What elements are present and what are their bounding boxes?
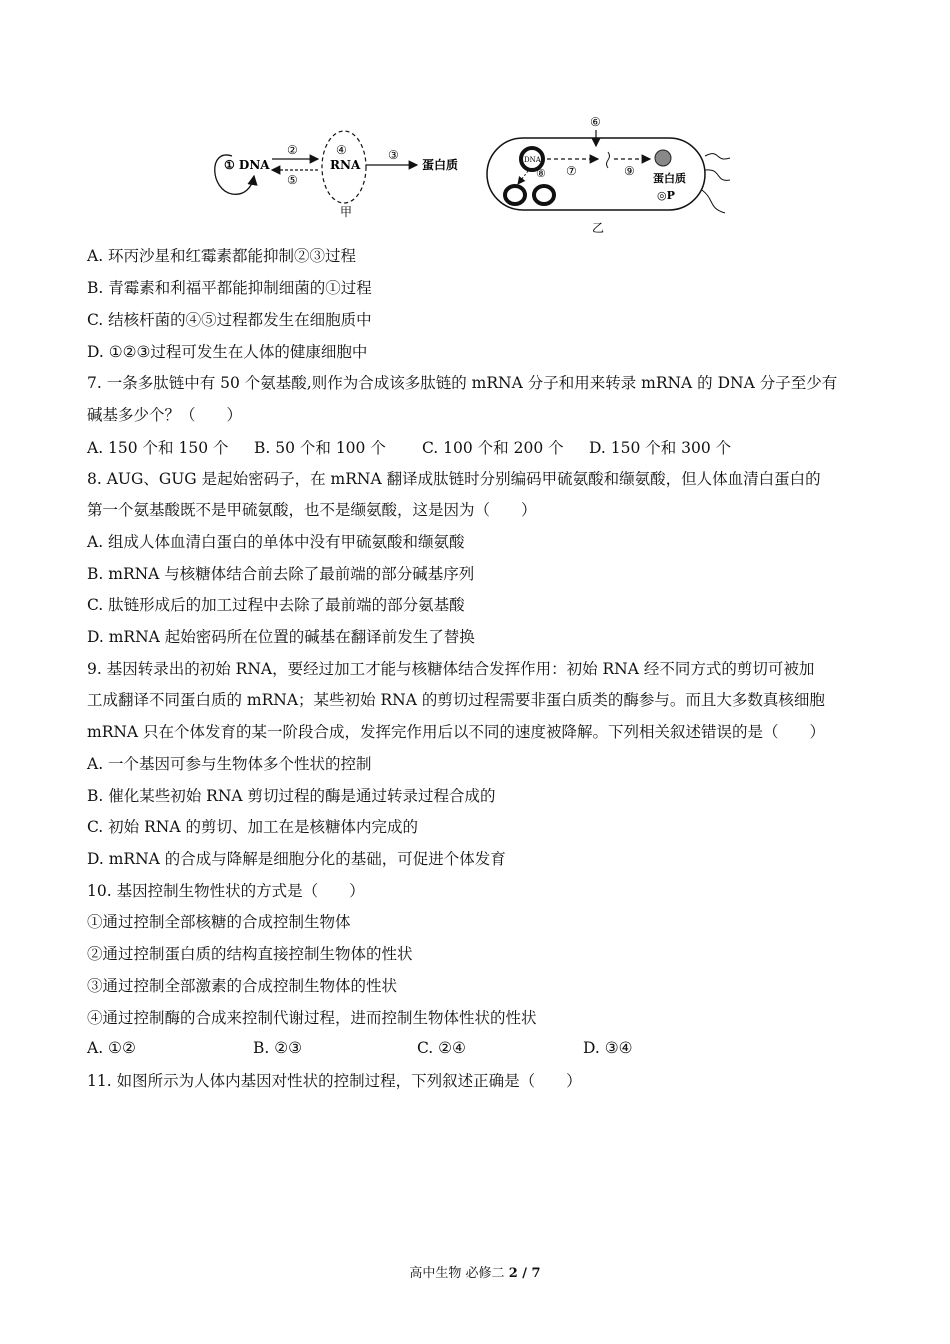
protein-blob (655, 150, 671, 166)
diagram-jia (215, 131, 458, 219)
q7-option-d: D. 150 个和 300 个 (589, 439, 732, 457)
q7-stem-line1: 7. 一条多肽链中有 50 个氨基酸,则作为合成该多肽链的 mRNA 分子和用来转录 mRNA 的 DNA 分子至少有 (87, 374, 838, 392)
plasmid-right (534, 186, 554, 204)
yi-step-7: ⑦ (566, 164, 577, 178)
q8-stem-line2: 第一个氨基酸既不是甲硫氨酸，也不是缬氨酸，这是因为（ ） (87, 501, 537, 519)
jia-rna-label: RNA (330, 158, 361, 172)
footer-page-number: 2 / 7 (508, 1266, 541, 1281)
q6-option-b: B. 青霉素和利福平都能抑制细菌的①过程 (87, 279, 372, 297)
q10-option-d: D. ③④ (583, 1039, 633, 1057)
plasmid-arrow-left (518, 171, 528, 184)
jia-step-5: ⑤ (287, 173, 298, 187)
q9-option-a: A. 一个基因可参与生物体多个性状的控制 (87, 755, 372, 773)
yi-dna-label: DNA (524, 156, 541, 164)
q7-option-c: C. 100 个和 200 个 (422, 439, 564, 457)
q9-option-d: D. mRNA 的合成与降解是细胞分化的基础，可促进个体发育 (87, 850, 506, 868)
q9-stem-line1: 9. 基因转录出的初始 RNA，要经过加工才能与核糖体结合发挥作用：初始 RNA 经不同方式的剪切可被加 (87, 660, 815, 678)
q10-option-c: C. ②④ (417, 1039, 466, 1057)
flagella (702, 154, 730, 213)
central-dogma-figure (210, 108, 730, 238)
q8-option-a: A. 组成人体血清白蛋白的单体中没有甲硫氨酸和缬氨酸 (87, 533, 465, 551)
page-footer (0, 1262, 950, 1281)
q9-stem-line2: 工成翻译不同蛋白质的 mRNA；某些初始 RNA 的剪切过程需要非蛋白质类的酶参与。而且大多数真核细胞 (87, 691, 825, 709)
plasmid-left (505, 186, 525, 204)
q9-option-b: B. 催化某些初始 RNA 剪切过程的酶是通过转录过程合成的 (87, 787, 496, 805)
q8-option-b: B. mRNA 与核糖体结合前去除了最前端的部分碱基序列 (87, 565, 475, 583)
jia-step-3: ③ (388, 148, 399, 162)
footer-course: 高中生物 必修二 (409, 1266, 509, 1281)
q7-option-b: B. 50 个和 100 个 (254, 439, 386, 457)
q10-statement-2: ②通过控制蛋白质的结构直接控制生物体的性状 (87, 945, 413, 963)
q7-option-a: A. 150 个和 150 个 (87, 439, 229, 457)
q10-statement-1: ①通过控制全部核糖的合成控制生物体 (87, 913, 351, 931)
q6-option-a: A. 环丙沙星和红霉素都能抑制②③过程 (87, 247, 357, 265)
yi-step-9: ⑨ (624, 164, 635, 178)
q7-stem-line2: 碱基多少个？（ ） (87, 406, 243, 424)
q8-option-c: C. 肽链形成后的加工过程中去除了最前端的部分氨基酸 (87, 596, 465, 614)
yi-protein-label: 蛋白质 (653, 172, 686, 185)
yi-caption: 乙 (592, 221, 605, 235)
mrna-wavy (607, 152, 610, 168)
jia-step-2: ② (287, 143, 298, 157)
q10-options (87, 1039, 847, 1061)
q10-statement-3: ③通过控制全部激素的合成控制生物体的性状 (87, 977, 398, 995)
q10-stem: 10. 基因控制生物性状的方式是（ ） (87, 882, 365, 900)
yi-p-label: ◎P (657, 189, 675, 202)
yi-step-6: ⑥ (590, 115, 601, 129)
diagram-yi (487, 115, 730, 235)
q8-stem-line1: 8. AUG、GUG 是起始密码子，在 mRNA 翻译成肽链时分别编码甲硫氨酸和缬氨酸，但人体血清白蛋白的 (87, 470, 821, 488)
q9-stem-line3: mRNA 只在个体发育的某一阶段合成，发挥完作用后以不同的速度被降解。下列相关叙述错误的是（ ） (87, 723, 826, 741)
yi-step-8: ⑧ (536, 167, 546, 180)
q7-options (87, 436, 847, 458)
q10-statement-4: ④通过控制酶的合成来控制代谢过程，进而控制生物体性状的性状 (87, 1009, 537, 1027)
q8-option-d: D. mRNA 起始密码所在位置的碱基在翻译前发生了替换 (87, 628, 475, 646)
jia-dna-label: ① DNA (224, 158, 270, 172)
q10-option-b: B. ②③ (253, 1039, 303, 1057)
q11-stem: 11. 如图所示为人体内基因对性状的控制过程，下列叙述正确是（ ） (87, 1072, 582, 1090)
q9-option-c: C. 初始 RNA 的剪切、加工在是核糖体内完成的 (87, 818, 418, 836)
q6-option-d: D. ①②③过程可发生在人体的健康细胞中 (87, 343, 368, 361)
q6-option-c: C. 结核杆菌的④⑤过程都发生在细胞质中 (87, 311, 372, 329)
jia-caption: 甲 (340, 205, 353, 219)
jia-protein-label: 蛋白质 (422, 158, 459, 172)
q10-option-a: A. ①② (87, 1039, 136, 1057)
jia-step-4: ④ (336, 143, 347, 157)
